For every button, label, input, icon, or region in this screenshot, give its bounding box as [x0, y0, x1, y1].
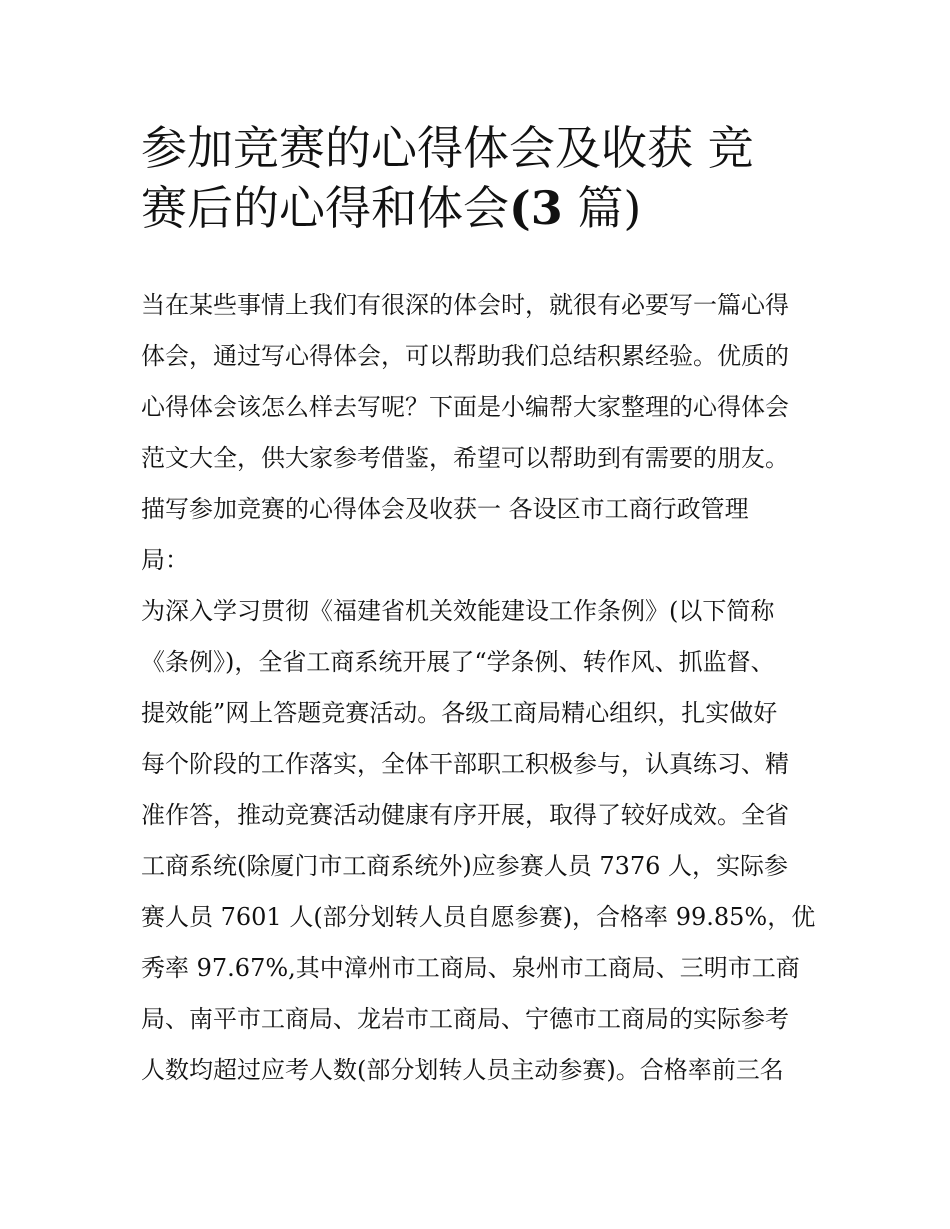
body-line: 每个阶段的工作落实，全体干部职工积极参与，认真练习、精 [141, 750, 789, 778]
body-line: 范文大全，供大家参考借鉴，希望可以帮助到有需要的朋友。 [141, 444, 789, 472]
body-line: 人数均超过应考人数(部分划转人员主动参赛)。合格率前三名 [141, 1056, 784, 1084]
title-line-2-suffix: 篇) [562, 181, 642, 235]
body-line: 心得体会该怎么样去写呢？下面是小编帮大家整理的心得体会 [141, 393, 789, 421]
body-line: 为深入学习贯彻《福建省机关效能建设工作条例》(以下简称 [141, 597, 775, 625]
body-line: 秀率 97.67%,其中漳州市工商局、泉州市工商局、三明市工商 [141, 954, 800, 982]
document-body [141, 280, 816, 1096]
body-line: 工商系统(除厦门市工商系统外)应参赛人员 7376 人，实际参 [141, 852, 789, 880]
body-line: 体会，通过写心得体会，可以帮助我们总结积累经验。优质的 [141, 342, 789, 370]
body-line: 提效能”网上答题竞赛活动。各级工商局精心组织，扎实做好 [141, 699, 778, 727]
body-line: 局、南平市工商局、龙岩市工商局、宁德市工商局的实际参考 [141, 1005, 789, 1033]
body-line: 局： [141, 546, 189, 574]
title-line-1: 参加竞赛的心得体会及收获 竞 [141, 121, 754, 175]
title-line-2-prefix: 赛后的心得和体会 [141, 181, 509, 235]
title-line-2-bold: (3 [509, 181, 563, 235]
body-line: 赛人员 7601 人(部分划转人员自愿参赛)，合格率 99.85%，优 [141, 903, 816, 931]
document-title [141, 118, 813, 238]
body-line: 《条例》)，全省工商系统开展了“学条例、转作风、抓监督、 [141, 648, 775, 676]
body-line: 准作答，推动竞赛活动健康有序开展，取得了较好成效。全省 [141, 801, 789, 829]
body-line: 描写参加竞赛的心得体会及收获一 各设区市工商行政管理 [141, 495, 749, 523]
body-line: 当在某些事情上我们有很深的体会时，就很有必要写一篇心得 [141, 291, 789, 319]
